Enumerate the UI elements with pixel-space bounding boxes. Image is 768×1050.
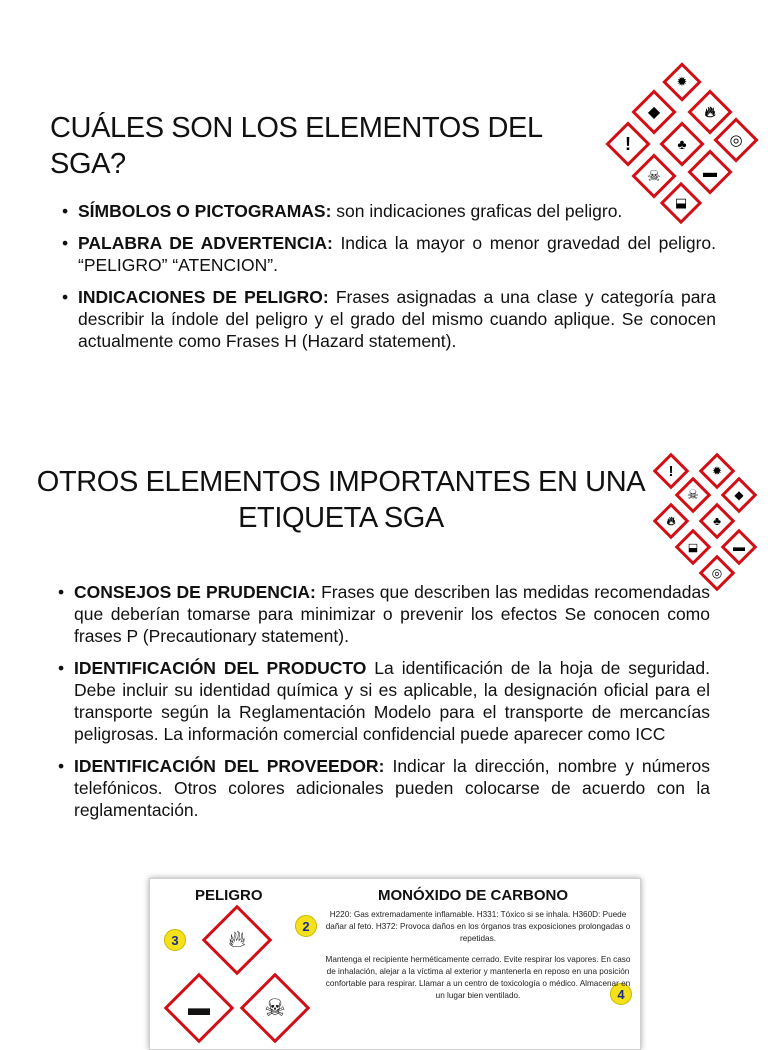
exclamation-icon: ! (605, 121, 650, 166)
health-hazard-icon: ◆ (631, 89, 676, 134)
environment-icon: ♣ (659, 121, 704, 166)
corrosion-icon: ⬓ (660, 182, 702, 224)
callout-badge-4: 4 (610, 983, 632, 1005)
list-item (58, 657, 710, 745)
slide2-bullet-list (58, 581, 710, 831)
slide-otros-elementos (0, 420, 768, 1024)
bullet-text: Indicar la dirección, nombre y números telefónicos. Otros colores adicionales pueden colocarse de acuerdo con la reglamentación. (74, 756, 710, 820)
slide2-title: OTROS ELEMENTOS IMPORTANTES EN UNA ETIQUETA SGA (36, 466, 646, 534)
gas-cylinder-icon: ▬ (164, 973, 235, 1044)
label-product-name: MONÓXIDO DE CARBONO (378, 887, 569, 904)
bullet-label: SÍMBOLOS O PICTOGRAMAS: (78, 201, 332, 221)
label-hazard-statements: H220: Gas extremadamente inflamable. H331: Tóxico si se inhala. H360D: Puede dañar al feto. H372: Provoca daños en los órganos tras exposiciones prolongadas o repetidas. (325, 910, 631, 943)
flame-icon: 🔥︎ (202, 905, 273, 976)
list-item (62, 232, 716, 276)
slide1-title: CUÁLES SON LOS ELEMENTOS DEL SGA? (50, 112, 542, 180)
bullet-label: IDENTIFICACIÓN DEL PRODUCTO (74, 658, 367, 678)
ghs-pictograms-cluster (608, 62, 758, 222)
health-hazard-icon: ◆ (721, 477, 758, 514)
gas-cylinder-icon: ▬ (687, 149, 732, 194)
bullet-label: PALABRA DE ADVERTENCIA: (78, 233, 333, 253)
list-item (62, 286, 716, 352)
environment-icon: ♣ (699, 503, 736, 540)
bullet-text: Indica la mayor o menor gravedad del peligro. “PELIGRO” “ATENCION”. (78, 233, 716, 275)
gas-cylinder-icon: ▬ (721, 529, 758, 566)
exclamation-icon: ! (653, 453, 690, 490)
example-sga-label (149, 878, 641, 1050)
flame-over-circle-icon: ◎ (713, 117, 758, 162)
list-item (58, 581, 710, 647)
skull-icon: ☠ (675, 477, 712, 514)
bullet-label: IDENTIFICACIÓN DEL PROVEEDOR: (74, 756, 385, 776)
bullet-text: Frases asignadas a una clase y categoría para describir la índole del peligro y el grado del mismo cuando aplique. Se conocen actualmente como Frases H (Hazard statement). (78, 287, 716, 351)
flame-icon: 🔥︎ (653, 503, 690, 540)
callout-badge-2: 2 (295, 915, 317, 937)
bullet-text: Frases que describen las medidas recomendadas que deberían tomarse para minimizar o prevenir los efectos Se conocen como frases P (Precautionary statement). (74, 582, 710, 646)
skull-icon: ☠ (240, 973, 311, 1044)
bullet-text: son indicaciones graficas del peligro. (331, 201, 623, 221)
bullet-label: INDICACIONES DE PELIGRO: (78, 287, 329, 307)
flame-over-circle-icon: ◎ (699, 555, 736, 592)
exploding-bomb-icon: ✹ (662, 62, 702, 102)
flame-icon: 🔥︎ (687, 89, 732, 134)
slide-elementos-sga (0, 0, 768, 410)
bullet-label: CONSEJOS DE PRUDENCIA: (74, 582, 316, 602)
corrosion-icon: ⬓ (675, 529, 712, 566)
label-signal-word: PELIGRO (195, 887, 263, 904)
callout-badge-3: 3 (164, 929, 186, 951)
skull-icon: ☠ (631, 153, 676, 198)
label-precautionary-statements: Mantenga el recipiente herméticamente cerrado. Evite respirar los vapores. En caso de inhalación, alejar a la víctima al exterior y mantenerla en reposo en una posición confortable para respirar. Llamar a un centro de toxicología o médico. Almacenar en un lugar bien ventilado. (325, 955, 631, 1000)
list-item (62, 200, 716, 222)
slide1-bullet-list (62, 200, 716, 362)
list-item (58, 755, 710, 821)
exploding-bomb-icon: ✹ (699, 453, 736, 490)
bullet-text: La identificación de la hoja de seguridad. Debe incluir su identidad química y si es aplicable, la designación oficial para el transporte según la Reglamentación Modelo para el transporte de mercancías peligrosas. La información comercial confidencial puede aparecer como ICC (74, 658, 710, 744)
